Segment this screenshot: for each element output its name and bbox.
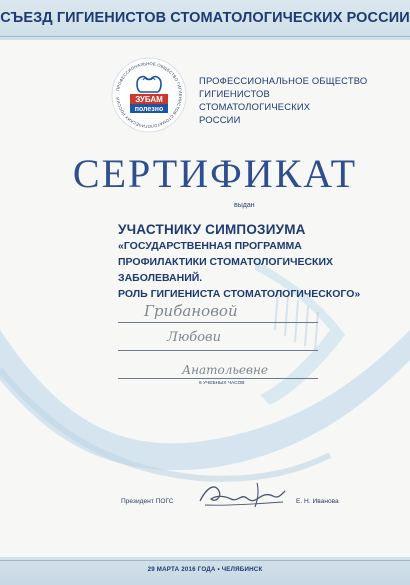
org-line-1: ПРОФЕССИОНАЛЬНОЕ ОБЩЕСТВО <box>199 75 368 86</box>
event-title: СЪЕЗД ГИГИЕНИСТОВ СТОМАТОЛОГИЧЕСКИХ РОССИИ <box>0 10 410 26</box>
organization-name <box>199 74 379 126</box>
handwritten-given-name: Любови <box>167 330 221 345</box>
certificate-title: СЕРТИФИКАТ <box>72 151 358 196</box>
name-line-1 <box>118 322 318 323</box>
name-line-3 <box>118 378 318 379</box>
president-name: Е. Н. Иванова <box>296 498 339 505</box>
topic-line-2: ПРОФИЛАКТИКИ СТОМАТОЛОГИЧЕСКИХ ЗАБОЛЕВАНИЙ. <box>118 256 334 284</box>
participant-role: УЧАСТНИКУ СИМПОЗИУМА <box>118 222 306 237</box>
zubam-polezno-logo <box>110 56 188 134</box>
org-line-2: ГИГИЕНИСТОВ СТОМАТОЛОГИЧЕСКИХ <box>199 88 311 112</box>
topic-line-3: РОЛЬ ГИГИЕНИСТА СТОМАТОЛОГИЧЕСКОГО» <box>118 288 361 300</box>
svg-text:полезно: полезно <box>134 106 164 113</box>
svg-text:ЗУБАМ: ЗУБАМ <box>135 95 163 104</box>
recipient-block <box>118 222 408 302</box>
handwritten-patronymic: Анатольевне <box>182 363 269 377</box>
name-line-2 <box>118 350 318 351</box>
signature-image <box>195 477 290 511</box>
footer-date-place: 29 МАРТА 2016 ГОДА • ЧЕЛЯБИНСК <box>147 566 263 573</box>
svg-text:ПРОФЕССИОНАЛЬНОЕ ОБЩЕСТВО ГИГИ: ПРОФЕССИОНАЛЬНОЕ ОБЩЕСТВО ГИГИЕНИСТОВ СТОМАТОЛОГИЧЕСКИХ РОССИИ <box>115 60 184 130</box>
handwritten-surname: Грибановой <box>144 302 238 320</box>
study-hours: 6 УЧЕБНЫХ ЧАСОВ <box>199 381 245 386</box>
org-line-3: РОССИИ <box>199 114 241 125</box>
president-label: Президент ПОГС <box>121 498 174 505</box>
issued-label: выдан <box>234 202 255 209</box>
topic-line-1: «ГОСУДАРСТВЕННАЯ ПРОГРАММА <box>118 240 302 252</box>
